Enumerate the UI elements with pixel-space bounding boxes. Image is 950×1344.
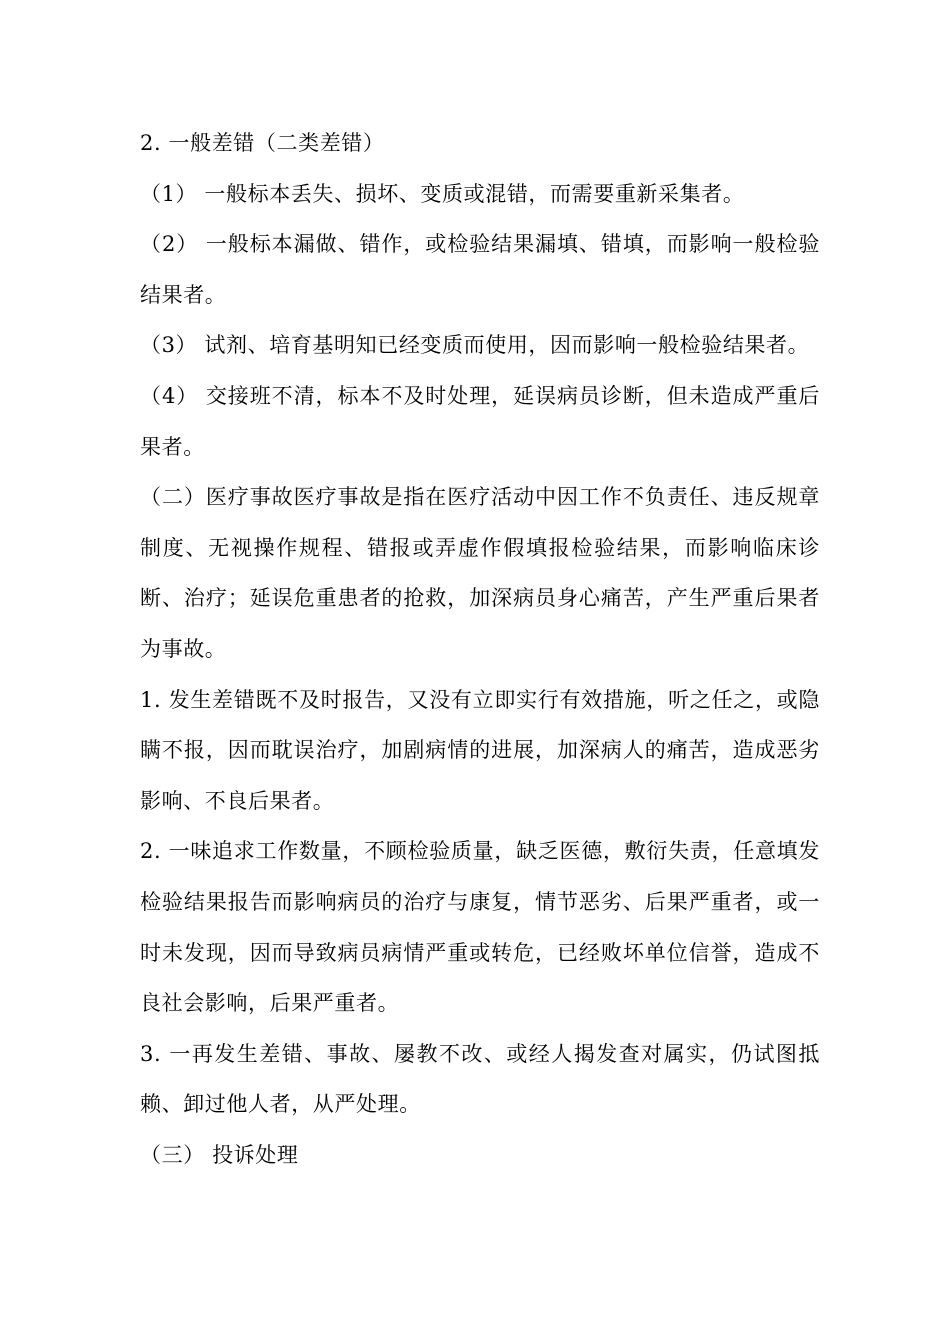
list-item-2: （2） 一般标本漏做、错作，或检验结果漏填、错填，而影响一般检验结果者。 xyxy=(140,232,820,307)
section-complaint-handling: （三） 投诉处理 xyxy=(140,1142,299,1167)
section-medical-accident: （二）医疗事故医疗事故是指在医疗活动中因工作不负责任、违反规章制度、无视操作规程、错报或弄虚作假填报检验结果，而影响临床诊断、治疗；延误危重患者的抢救，加深病员身心痛苦，产生严重后果者为事故。 xyxy=(140,485,820,661)
list-item-4: （4） 交接班不清，标本不及时处理，延误病员诊断，但未造成严重后果者。 xyxy=(140,383,820,459)
document-body xyxy=(140,118,820,1180)
heading-general-error: 2. 一般差错（二类差错） xyxy=(140,131,385,155)
accident-item-2: 2. 一味追求工作数量，不顾检验质量，缺乏医德，敷衍失责，任意填发检验结果报告而影响病员的治疗与康复，情节恶劣、后果严重者，或一时未发现，因而导致病员病情严重或转危，已经败坏单位信誉，造成不良社会影响，后果严重者。 xyxy=(140,839,820,1016)
accident-item-3: 3. 一再发生差错、事故、屡教不改、或经人揭发查对属实，仍试图抵赖、卸过他人者，从严处理。 xyxy=(140,1041,820,1117)
list-item-3: （3） 试剂、培育基明知已经变质而使用，因而影响一般检验结果者。 xyxy=(140,333,810,358)
accident-item-1: 1. 发生差错既不及时报告，又没有立即实行有效措施，听之任之，或隐瞒不报，因而耽误治疗，加剧病情的进展，加深病人的痛苦，造成恶劣影响、不良后果者。 xyxy=(140,687,820,813)
list-item-1: （1） 一般标本丢失、损坏、变质或混错，而需要重新采集者。 xyxy=(140,181,745,206)
